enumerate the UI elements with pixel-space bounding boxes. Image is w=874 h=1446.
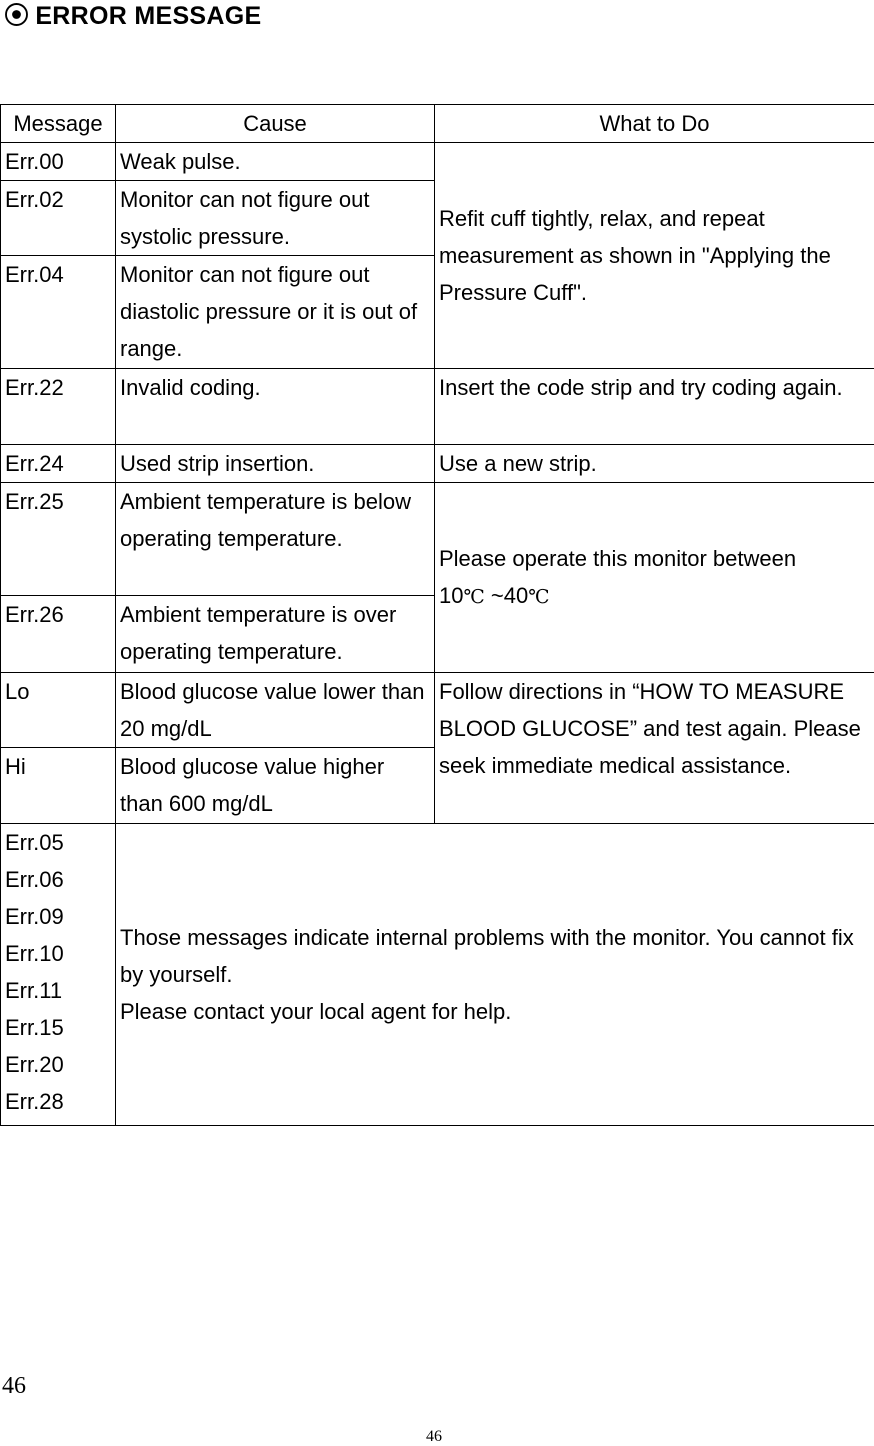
page-number-left: 46 [2,1373,26,1400]
error-code: Lo [1,673,116,748]
table-header-row [1,105,874,143]
table-row [1,143,874,181]
temperature-action-text: Please operate this monitor between [439,546,796,571]
degree-unit: ℃ [463,586,484,608]
error-cause: Used strip insertion. [116,445,435,483]
error-code: Err.24 [1,445,116,483]
error-code: Hi [1,748,116,824]
error-code: Err.25 [1,483,116,596]
error-code: Err.02 [1,181,116,256]
temperature-low: 10 [439,583,463,608]
page-number-center: 46 [426,1428,442,1446]
error-cause: Monitor can not figure out systolic pressure. [116,181,435,256]
error-code: Err.26 [1,596,116,673]
error-cause: Invalid coding. [116,369,435,445]
bullet-icon: ⦿ [4,2,29,30]
error-cause: Blood glucose value lower than 20 mg/dL [116,673,435,748]
error-message-table [0,104,874,1126]
error-action: Insert the code strip and try coding again. [435,369,874,445]
internal-error-codes: Err.05 Err.06 Err.09 Err.10 Err.11 Err.15 Err.20 Err.28 [1,824,116,1126]
error-cause: Ambient temperature is below operating temperature. [116,483,435,596]
section-heading [4,0,261,32]
temperature-high: 40 [504,583,528,608]
error-code: Err.04 [1,256,116,369]
error-action-temperature [435,483,874,673]
error-action-glucose: Follow directions in “HOW TO MEASURE BLOOD GLUCOSE” and test again. Please seek immediate medical assistance. [435,673,874,824]
error-cause: Blood glucose value higher than 600 mg/dL [116,748,435,824]
error-cause: Ambient temperature is over operating temperature. [116,596,435,673]
degree-unit: ℃ [528,586,549,608]
header-cause: Cause [116,105,435,143]
table-row [1,369,874,445]
error-code: Err.22 [1,369,116,445]
temperature-separator: ~ [485,583,504,608]
header-what-to-do: What to Do [435,105,874,143]
error-code: Err.00 [1,143,116,181]
header-message: Message [1,105,116,143]
section-title: ERROR MESSAGE [35,2,261,30]
table-row [1,483,874,596]
error-cause: Weak pulse. [116,143,435,181]
internal-error-description: Those messages indicate internal problems with the monitor. You cannot fix by yourself. Please contact your local agent for help. [116,824,874,1126]
table-row [1,445,874,483]
table-row [1,673,874,748]
error-action: Use a new strip. [435,445,874,483]
error-cause: Monitor can not figure out diastolic pressure or it is out of range. [116,256,435,369]
table-row [1,824,874,1126]
error-action-cuff: Refit cuff tightly, relax, and repeat measurement as shown in "Applying the Pressure Cuff". [435,143,874,369]
